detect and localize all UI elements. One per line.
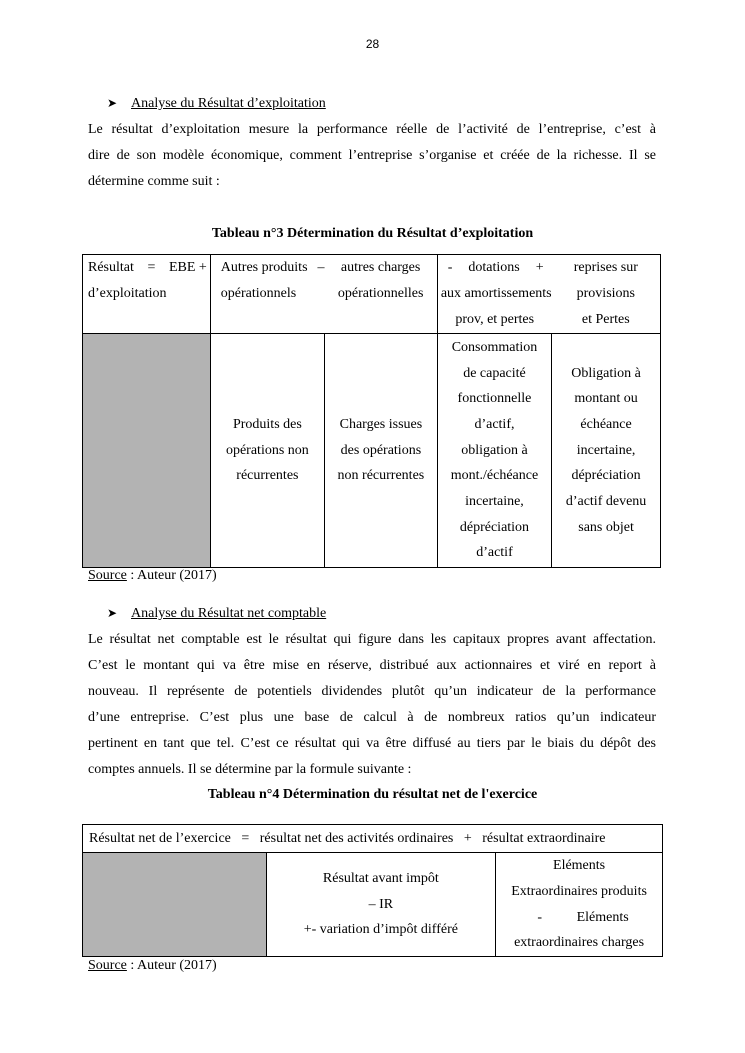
header-text: opérationnelles [337, 286, 424, 301]
header-text: et Pertes [581, 312, 630, 327]
table4-cell-resultat-avant-impot [266, 853, 496, 957]
page-number: 28 [365, 37, 380, 51]
cell-line: des opérations [340, 442, 422, 458]
table3-source [88, 568, 217, 584]
table4-header-cell: Résultat net de l’exercice = résultat net des activités ordinaires + résultat extraordinaire [83, 825, 663, 853]
header-operator: + [535, 260, 544, 275]
table3-header-cell [324, 255, 437, 334]
table3-header-cell [437, 255, 551, 334]
cell-line: obligation à [461, 442, 528, 458]
cell-line: Obligation à [571, 365, 641, 381]
table3-cell-reprises [552, 334, 661, 568]
table3-header-row [83, 255, 661, 334]
section-heading-resultat-net [107, 606, 326, 622]
source-text: : Auteur (2017) [126, 958, 217, 973]
paragraph-line: détermine comme suit : [88, 174, 220, 189]
cell-line: Eléments [553, 858, 606, 874]
cell-operator: - [537, 909, 543, 925]
arrow-bullet-icon: ➤ [107, 606, 118, 620]
cell-line: mont./échéance [450, 468, 539, 484]
table4-source [88, 958, 217, 974]
cell-text: Eléments [576, 909, 629, 925]
cell-line: sans objet [578, 519, 634, 535]
cell-line: dépréciation [571, 468, 641, 484]
header-text: aux amortissements [440, 286, 552, 301]
section-title: Analyse du Résultat d’exploitation [131, 96, 326, 111]
paragraph-line: C’est le montant qui va être mise en réserve, distribué aux actionnaires et viré en report à [88, 658, 656, 673]
header-text: reprises sur [573, 260, 638, 275]
table3-header-cell [210, 255, 324, 334]
table4 [82, 824, 663, 957]
table3-header-cell [83, 255, 211, 334]
cell-line: dépréciation [459, 519, 530, 535]
paragraph-resultat-exploitation [88, 117, 656, 195]
cell-line: Produits des [232, 416, 302, 432]
cell-line: échéance [580, 416, 632, 432]
cell-line: opérations non [225, 442, 309, 458]
paragraph-line: comptes annuels. Il se détermine par la formule suivante : [88, 762, 412, 777]
cell-line: Consommation [451, 339, 538, 355]
cell-line: d’actif devenu [565, 494, 647, 510]
table3-header-cell [552, 255, 661, 334]
cell-line: incertaine, [576, 442, 636, 458]
cell-line: récurrentes [236, 468, 299, 484]
table3 [82, 254, 661, 568]
table3-grey-cell [83, 334, 211, 568]
header-operator: – [317, 260, 325, 275]
cell-line: Résultat avant impôt [322, 870, 439, 886]
cell-line: d’actif [476, 545, 513, 561]
cell-line: de capacité [463, 365, 526, 381]
cell-line: d’actif, [474, 416, 515, 432]
source-label: Source [88, 568, 127, 583]
cell-line: Extraordinaires produits [511, 883, 647, 899]
header-text: d’exploitation [88, 286, 167, 301]
header-text: prov, et pertes [455, 312, 535, 327]
cell-line: – IR [368, 896, 394, 912]
source-text: : Auteur (2017) [126, 568, 217, 583]
table3-body-row [83, 334, 661, 568]
cell-line [496, 905, 662, 931]
header-text: EBE + [168, 260, 207, 275]
table3-cell-dotations [437, 334, 551, 568]
source-label: Source [88, 958, 127, 973]
paragraph-resultat-net [88, 627, 656, 783]
cell-line: incertaine, [465, 494, 524, 510]
cell-line: montant ou [574, 391, 638, 407]
table4-body-row [83, 853, 663, 957]
cell-line: +- variation d’impôt différé [303, 922, 458, 938]
header-operator: - [447, 260, 453, 275]
arrow-bullet-icon: ➤ [107, 96, 118, 110]
paragraph-line: Le résultat d’exploitation mesure la performance réelle de l’activité de l’entreprise, c’est à [88, 122, 656, 137]
section-heading-resultat-exploitation [107, 96, 326, 112]
paragraph-line: d’une entreprise. C’est plus une base de calcul à de nombreux ratios qu’un indicateur [88, 710, 656, 725]
header-text: Résultat [88, 260, 134, 275]
table4-caption: Tableau n°4 Détermination du résultat net de l'exercice [207, 787, 538, 802]
header-text: provisions [576, 286, 635, 301]
table4-grey-cell [83, 853, 267, 957]
cell-line: extraordinaires charges [514, 935, 645, 951]
header-text: dotations [468, 260, 520, 275]
section-title: Analyse du Résultat net comptable [131, 606, 327, 621]
paragraph-line: pertinent en tant que tel. C’est ce résultat qui va être diffusé au tiers par le biais du dépôt des [88, 736, 656, 751]
header-text: opérationnels [220, 286, 297, 301]
table4-header-row [83, 825, 663, 853]
header-operator: = [147, 260, 156, 275]
cell-line: non récurrentes [337, 468, 425, 484]
paragraph-line: nouveau. Il représente de potentiels dividendes plutôt qu’un indicateur de la performance [88, 684, 656, 699]
header-text: Autres produits [220, 260, 308, 275]
cell-line: fonctionnelle [457, 391, 532, 407]
table3-caption: Tableau n°3 Détermination du Résultat d’exploitation [211, 226, 534, 241]
cell-line: Charges issues [339, 416, 423, 432]
paragraph-line: dire de son modèle économique, comment l’entreprise s’organise et créée de la richesse. Il se [88, 148, 656, 163]
table4-cell-elements-extraordinaires [496, 853, 663, 957]
table3-cell-produits [210, 334, 324, 568]
table3-cell-charges [324, 334, 437, 568]
header-text: autres charges [340, 260, 421, 275]
paragraph-line: Le résultat net comptable est le résultat qui figure dans les capitaux propres avant affectation. [88, 632, 656, 647]
